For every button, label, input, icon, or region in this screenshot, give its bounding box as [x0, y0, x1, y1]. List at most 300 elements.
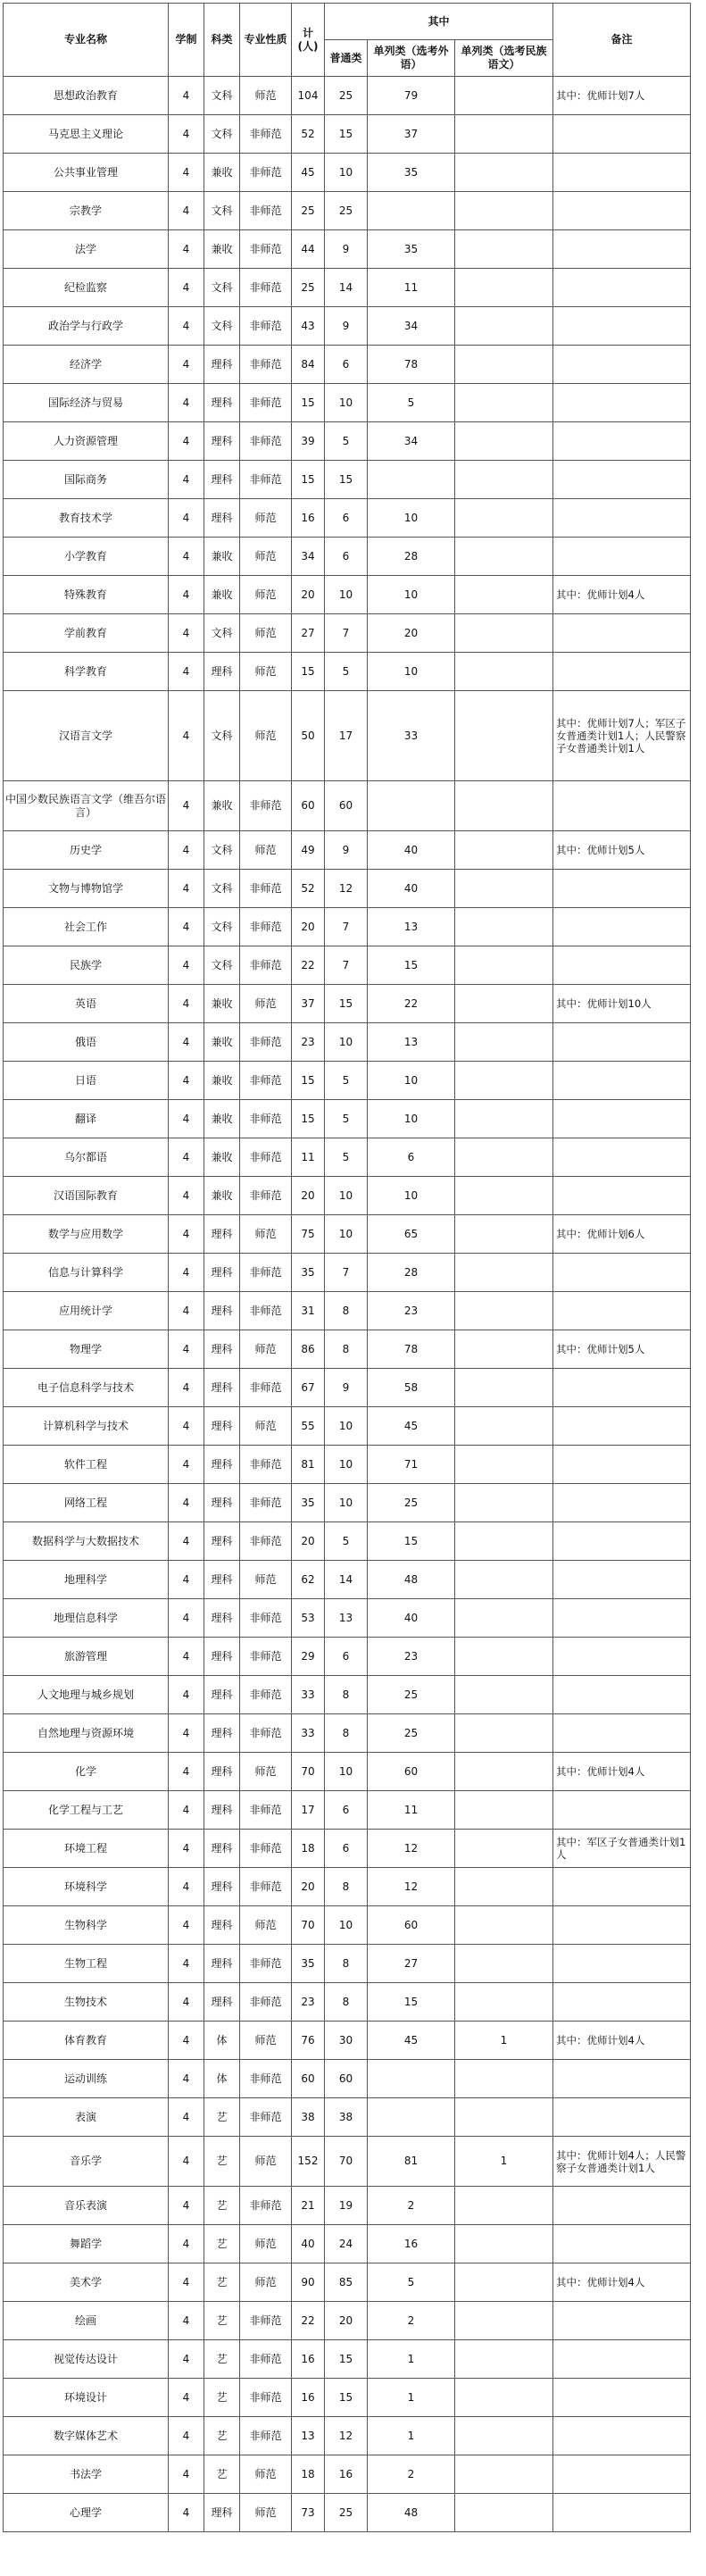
- cell-nature: 师范: [240, 985, 292, 1023]
- cell-normal: 6: [325, 1638, 368, 1676]
- cell-single: 10: [368, 576, 455, 614]
- header-notes: 备注: [553, 4, 691, 77]
- cell-category: 理科: [204, 346, 240, 384]
- cell-category: 兼收: [204, 1100, 240, 1138]
- cell-single-ethnic: [455, 614, 553, 653]
- cell-single: 10: [368, 1062, 455, 1100]
- cell-single: 15: [368, 946, 455, 985]
- cell-single: 10: [368, 1100, 455, 1138]
- cell-years: 4: [169, 1254, 204, 1292]
- cell-single-ethnic: [455, 2379, 553, 2417]
- cell-nature: 师范: [240, 1906, 292, 1945]
- cell-nature: 非师范: [240, 461, 292, 499]
- cell-single-ethnic: [455, 1446, 553, 1484]
- cell-years: 4: [169, 1369, 204, 1407]
- cell-category: 文科: [204, 269, 240, 307]
- table-row: [4, 946, 691, 985]
- table-row: [4, 1446, 691, 1484]
- cell-single: 10: [368, 499, 455, 538]
- cell-note: 其中：优师计划4人；人民警察子女普通类计划1人: [553, 2137, 691, 2187]
- table-row: [4, 538, 691, 576]
- cell-category: 艺: [204, 2302, 240, 2340]
- table-row: [4, 1062, 691, 1100]
- cell-name: 宗教学: [4, 192, 169, 230]
- cell-single: 48: [368, 1561, 455, 1599]
- cell-years: 4: [169, 2225, 204, 2263]
- cell-total: 20: [292, 1868, 325, 1906]
- cell-note: 其中：军区子女普通类计划1人: [553, 1830, 691, 1868]
- cell-nature: 师范: [240, 2455, 292, 2494]
- cell-note: [553, 614, 691, 653]
- cell-note: [553, 946, 691, 985]
- cell-years: 4: [169, 1830, 204, 1868]
- cell-total: 18: [292, 2455, 325, 2494]
- cell-note: [553, 908, 691, 946]
- cell-single-ethnic: [455, 2417, 553, 2455]
- table-row: [4, 192, 691, 230]
- cell-total: 29: [292, 1638, 325, 1676]
- cell-total: 20: [292, 908, 325, 946]
- cell-nature: 师范: [240, 576, 292, 614]
- cell-total: 70: [292, 1753, 325, 1791]
- cell-nature: 师范: [240, 653, 292, 691]
- cell-single: 6: [368, 1138, 455, 1177]
- cell-total: 27: [292, 614, 325, 653]
- cell-normal: 19: [325, 2187, 368, 2225]
- cell-years: 4: [169, 1791, 204, 1830]
- cell-normal: 10: [325, 154, 368, 192]
- cell-single-ethnic: 1: [455, 2137, 553, 2187]
- cell-single-ethnic: [455, 1023, 553, 1062]
- table-row: [4, 384, 691, 422]
- cell-name: 运动训练: [4, 2060, 169, 2098]
- cell-years: 4: [169, 2137, 204, 2187]
- cell-single-ethnic: [455, 1215, 553, 1254]
- cell-years: 4: [169, 1023, 204, 1062]
- cell-total: 16: [292, 2379, 325, 2417]
- cell-nature: 非师范: [240, 1292, 292, 1330]
- cell-nature: 非师范: [240, 192, 292, 230]
- cell-normal: 5: [325, 1062, 368, 1100]
- cell-normal: 25: [325, 2494, 368, 2532]
- cell-name: 旅游管理: [4, 1638, 169, 1676]
- table-row: [4, 1100, 691, 1138]
- cell-normal: 8: [325, 1983, 368, 2022]
- cell-single-ethnic: [455, 1522, 553, 1561]
- cell-single: 2: [368, 2455, 455, 2494]
- cell-years: 4: [169, 614, 204, 653]
- cell-category: 理科: [204, 461, 240, 499]
- cell-nature: 师范: [240, 2137, 292, 2187]
- cell-nature: 非师范: [240, 1638, 292, 1676]
- cell-single-ethnic: [455, 346, 553, 384]
- cell-category: 艺: [204, 2263, 240, 2302]
- cell-single: 23: [368, 1638, 455, 1676]
- table-row: [4, 2137, 691, 2187]
- cell-total: 76: [292, 2022, 325, 2060]
- cell-total: 39: [292, 422, 325, 461]
- cell-nature: 非师范: [240, 1062, 292, 1100]
- table-row: [4, 831, 691, 870]
- cell-single-ethnic: [455, 870, 553, 908]
- cell-nature: 师范: [240, 614, 292, 653]
- cell-total: 55: [292, 1407, 325, 1446]
- cell-single: 22: [368, 985, 455, 1023]
- cell-category: 文科: [204, 115, 240, 154]
- cell-category: 文科: [204, 614, 240, 653]
- cell-category: 体: [204, 2060, 240, 2098]
- cell-category: 文科: [204, 307, 240, 346]
- table-row: [4, 1906, 691, 1945]
- cell-normal: 5: [325, 1522, 368, 1561]
- cell-category: 理科: [204, 1522, 240, 1561]
- cell-note: [553, 2302, 691, 2340]
- cell-category: 文科: [204, 691, 240, 781]
- table-row: [4, 2060, 691, 2098]
- cell-normal: 5: [325, 1138, 368, 1177]
- cell-years: 4: [169, 2494, 204, 2532]
- cell-normal: 10: [325, 1407, 368, 1446]
- cell-single: 11: [368, 269, 455, 307]
- cell-total: 34: [292, 538, 325, 576]
- cell-category: 艺: [204, 2225, 240, 2263]
- cell-total: 86: [292, 1330, 325, 1369]
- cell-normal: 14: [325, 1561, 368, 1599]
- cell-single: 78: [368, 346, 455, 384]
- cell-single-ethnic: [455, 2225, 553, 2263]
- cell-years: 4: [169, 1215, 204, 1254]
- cell-normal: 8: [325, 1330, 368, 1369]
- cell-total: 44: [292, 230, 325, 269]
- cell-single-ethnic: [455, 1676, 553, 1714]
- cell-nature: 非师范: [240, 1714, 292, 1753]
- cell-normal: 8: [325, 1868, 368, 1906]
- cell-total: 15: [292, 461, 325, 499]
- cell-single-ethnic: [455, 1254, 553, 1292]
- cell-note: 其中：优师计划7人；军区子女普通类计划1人；人民警察子女普通类计划1人: [553, 691, 691, 781]
- cell-single-ethnic: [455, 307, 553, 346]
- cell-category: 体: [204, 2022, 240, 2060]
- cell-name: 社会工作: [4, 908, 169, 946]
- cell-normal: 13: [325, 1599, 368, 1638]
- header-normal: 普通类: [325, 40, 368, 77]
- cell-single: 45: [368, 1407, 455, 1446]
- table-row: [4, 1407, 691, 1446]
- cell-normal: 10: [325, 1446, 368, 1484]
- cell-total: 90: [292, 2263, 325, 2302]
- cell-category: 理科: [204, 422, 240, 461]
- cell-note: [553, 1369, 691, 1407]
- cell-nature: 非师范: [240, 2340, 292, 2379]
- cell-category: 理科: [204, 1791, 240, 1830]
- cell-category: 理科: [204, 1638, 240, 1676]
- cell-note: [553, 1254, 691, 1292]
- table-row: [4, 1791, 691, 1830]
- cell-years: 4: [169, 2187, 204, 2225]
- cell-nature: 师范: [240, 691, 292, 781]
- cell-single-ethnic: [455, 1983, 553, 2022]
- cell-total: 21: [292, 2187, 325, 2225]
- cell-category: 兼收: [204, 230, 240, 269]
- cell-note: [553, 307, 691, 346]
- cell-name: 马克思主义理论: [4, 115, 169, 154]
- cell-total: 84: [292, 346, 325, 384]
- cell-total: 43: [292, 307, 325, 346]
- cell-normal: 12: [325, 870, 368, 908]
- cell-single-ethnic: [455, 538, 553, 576]
- table-row: [4, 1599, 691, 1638]
- cell-total: 62: [292, 1561, 325, 1599]
- cell-normal: 9: [325, 831, 368, 870]
- table-body: [4, 77, 691, 2532]
- cell-normal: 5: [325, 653, 368, 691]
- cell-nature: 非师范: [240, 346, 292, 384]
- cell-name: 网络工程: [4, 1484, 169, 1522]
- cell-single-ethnic: [455, 1638, 553, 1676]
- table-row: [4, 691, 691, 781]
- cell-note: [553, 2187, 691, 2225]
- cell-single-ethnic: [455, 1599, 553, 1638]
- cell-single: 35: [368, 230, 455, 269]
- cell-single-ethnic: [455, 2494, 553, 2532]
- cell-normal: 10: [325, 384, 368, 422]
- table-row: [4, 1177, 691, 1215]
- table-row: [4, 653, 691, 691]
- cell-note: 其中：优师计划5人: [553, 1330, 691, 1369]
- cell-normal: 5: [325, 422, 368, 461]
- cell-total: 81: [292, 1446, 325, 1484]
- cell-category: 理科: [204, 1983, 240, 2022]
- cell-note: 其中：优师计划5人: [553, 831, 691, 870]
- cell-name: 乌尔都语: [4, 1138, 169, 1177]
- cell-name: 汉语国际教育: [4, 1177, 169, 1215]
- cell-name: 特殊教育: [4, 576, 169, 614]
- cell-normal: 6: [325, 1830, 368, 1868]
- cell-category: 兼收: [204, 1177, 240, 1215]
- cell-total: 25: [292, 269, 325, 307]
- cell-years: 4: [169, 1407, 204, 1446]
- cell-name: 生物科学: [4, 1906, 169, 1945]
- cell-name: 化学工程与工艺: [4, 1791, 169, 1830]
- cell-note: [553, 1100, 691, 1138]
- cell-total: 15: [292, 384, 325, 422]
- cell-single-ethnic: [455, 1062, 553, 1100]
- cell-category: 理科: [204, 2494, 240, 2532]
- cell-note: 其中：优师计划4人: [553, 576, 691, 614]
- cell-years: 4: [169, 154, 204, 192]
- cell-single-ethnic: [455, 985, 553, 1023]
- cell-single: 37: [368, 115, 455, 154]
- cell-normal: 10: [325, 1484, 368, 1522]
- cell-category: 兼收: [204, 985, 240, 1023]
- cell-normal: 7: [325, 1254, 368, 1292]
- cell-name: 生物工程: [4, 1945, 169, 1983]
- cell-category: 艺: [204, 2098, 240, 2137]
- cell-name: 数学与应用数学: [4, 1215, 169, 1254]
- cell-total: 16: [292, 2340, 325, 2379]
- cell-total: 37: [292, 985, 325, 1023]
- cell-note: [553, 2060, 691, 2098]
- cell-note: [553, 269, 691, 307]
- cell-single-ethnic: [455, 1561, 553, 1599]
- cell-name: 公共事业管理: [4, 154, 169, 192]
- cell-normal: 7: [325, 946, 368, 985]
- cell-note: [553, 1599, 691, 1638]
- cell-normal: 14: [325, 269, 368, 307]
- cell-note: [553, 499, 691, 538]
- cell-name: 美术学: [4, 2263, 169, 2302]
- cell-nature: 非师范: [240, 1983, 292, 2022]
- cell-single: 25: [368, 1484, 455, 1522]
- cell-name: 计算机科学与技术: [4, 1407, 169, 1446]
- cell-years: 4: [169, 1714, 204, 1753]
- table-row: [4, 781, 691, 831]
- cell-single: 40: [368, 831, 455, 870]
- cell-nature: 师范: [240, 2494, 292, 2532]
- header-nature: 专业性质: [240, 4, 292, 77]
- cell-normal: 15: [325, 2379, 368, 2417]
- cell-single-ethnic: [455, 77, 553, 115]
- cell-total: 60: [292, 2060, 325, 2098]
- cell-name: 国际商务: [4, 461, 169, 499]
- cell-single-ethnic: [455, 384, 553, 422]
- cell-single: 15: [368, 1522, 455, 1561]
- cell-name: 表演: [4, 2098, 169, 2137]
- cell-name: 汉语言文学: [4, 691, 169, 781]
- cell-note: [553, 1791, 691, 1830]
- cell-single: 12: [368, 1830, 455, 1868]
- cell-years: 4: [169, 1983, 204, 2022]
- cell-normal: 15: [325, 985, 368, 1023]
- cell-note: [553, 1906, 691, 1945]
- cell-name: 历史学: [4, 831, 169, 870]
- cell-years: 4: [169, 831, 204, 870]
- cell-single-ethnic: [455, 1138, 553, 1177]
- cell-normal: 10: [325, 1906, 368, 1945]
- cell-total: 52: [292, 115, 325, 154]
- cell-single-ethnic: [455, 2302, 553, 2340]
- cell-name: 电子信息科学与技术: [4, 1369, 169, 1407]
- cell-single: 35: [368, 154, 455, 192]
- table-row: [4, 1638, 691, 1676]
- table-row: [4, 2225, 691, 2263]
- cell-category: 理科: [204, 1868, 240, 1906]
- table-row: [4, 230, 691, 269]
- table-row: [4, 1676, 691, 1714]
- cell-nature: 师范: [240, 2022, 292, 2060]
- table-row: [4, 1292, 691, 1330]
- cell-nature: 师范: [240, 1407, 292, 1446]
- header-among: 其中: [325, 4, 553, 40]
- cell-name: 人文地理与城乡规划: [4, 1676, 169, 1714]
- cell-years: 4: [169, 1330, 204, 1369]
- cell-total: 22: [292, 946, 325, 985]
- cell-nature: 非师范: [240, 2187, 292, 2225]
- cell-single: 1: [368, 2379, 455, 2417]
- cell-note: [553, 2379, 691, 2417]
- cell-name: 学前教育: [4, 614, 169, 653]
- cell-single-ethnic: [455, 1100, 553, 1138]
- cell-normal: 8: [325, 1714, 368, 1753]
- cell-total: 17: [292, 1791, 325, 1830]
- cell-single-ethnic: [455, 461, 553, 499]
- table-row: [4, 985, 691, 1023]
- cell-years: 4: [169, 1945, 204, 1983]
- cell-single-ethnic: [455, 1177, 553, 1215]
- cell-years: 4: [169, 1638, 204, 1676]
- cell-single-ethnic: 1: [455, 2022, 553, 2060]
- cell-single-ethnic: [455, 422, 553, 461]
- cell-nature: 师范: [240, 831, 292, 870]
- cell-normal: 10: [325, 1753, 368, 1791]
- cell-category: 理科: [204, 1599, 240, 1638]
- cell-category: 理科: [204, 1407, 240, 1446]
- cell-years: 4: [169, 691, 204, 781]
- cell-name: 音乐学: [4, 2137, 169, 2187]
- cell-normal: 10: [325, 1177, 368, 1215]
- enrollment-plan-table: [3, 3, 691, 2532]
- cell-years: 4: [169, 908, 204, 946]
- cell-category: 理科: [204, 1215, 240, 1254]
- cell-years: 4: [169, 1292, 204, 1330]
- cell-single: 25: [368, 1714, 455, 1753]
- cell-single-ethnic: [455, 1753, 553, 1791]
- cell-total: 52: [292, 870, 325, 908]
- cell-single: 79: [368, 77, 455, 115]
- table-row: [4, 1330, 691, 1369]
- cell-years: 4: [169, 115, 204, 154]
- cell-nature: 非师范: [240, 908, 292, 946]
- cell-nature: 非师范: [240, 230, 292, 269]
- cell-note: [553, 230, 691, 269]
- cell-total: 15: [292, 653, 325, 691]
- cell-name: 软件工程: [4, 1446, 169, 1484]
- cell-single: 48: [368, 2494, 455, 2532]
- cell-normal: 16: [325, 2455, 368, 2494]
- table-row: [4, 1945, 691, 1983]
- cell-years: 4: [169, 1100, 204, 1138]
- cell-name: 日语: [4, 1062, 169, 1100]
- table-row: [4, 307, 691, 346]
- header-category: 科类: [204, 4, 240, 77]
- cell-total: 152: [292, 2137, 325, 2187]
- table-row: [4, 2340, 691, 2379]
- cell-years: 4: [169, 2417, 204, 2455]
- cell-name: 环境设计: [4, 2379, 169, 2417]
- cell-category: 理科: [204, 1830, 240, 1868]
- cell-total: 18: [292, 1830, 325, 1868]
- cell-total: 40: [292, 2225, 325, 2263]
- cell-single: 45: [368, 2022, 455, 2060]
- cell-nature: 非师范: [240, 1599, 292, 1638]
- cell-nature: 非师范: [240, 1100, 292, 1138]
- header-years: 学制: [169, 4, 204, 77]
- cell-total: 35: [292, 1254, 325, 1292]
- cell-single-ethnic: [455, 1830, 553, 1868]
- cell-single-ethnic: [455, 781, 553, 831]
- cell-nature: 非师范: [240, 2379, 292, 2417]
- cell-total: 70: [292, 1906, 325, 1945]
- cell-single: 81: [368, 2137, 455, 2187]
- cell-name: 地理信息科学: [4, 1599, 169, 1638]
- cell-single-ethnic: [455, 691, 553, 781]
- cell-total: 60: [292, 781, 325, 831]
- cell-years: 4: [169, 77, 204, 115]
- cell-nature: 非师范: [240, 2060, 292, 2098]
- cell-years: 4: [169, 230, 204, 269]
- table-row: [4, 1830, 691, 1868]
- cell-note: [553, 192, 691, 230]
